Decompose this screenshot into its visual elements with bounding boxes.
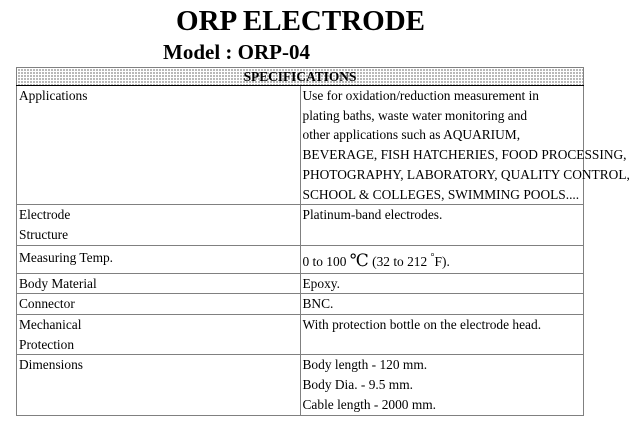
spec-label-mechanical-protection [17,315,301,355]
spec-label-dimensions [17,355,301,415]
spec-label-line: Measuring Temp. [19,249,114,265]
spec-label-line: Protection [19,336,75,352]
specifications-header-row [17,68,584,86]
document-title: ORP ELECTRODE [176,5,425,37]
spec-label-electrode-structure [17,205,301,245]
specifications-header: SPECIFICATIONS [17,68,584,86]
temp-range-celsius: 0 to 100 [302,253,350,269]
spec-label-line: Electrode [19,207,71,223]
spec-value-line: other applications such as AQUARIUM, [302,127,521,143]
spec-row-electrode-structure [17,205,584,245]
fahrenheit-unit: F). [434,253,450,269]
model-number: Model : ORP-04 [163,40,310,64]
spec-value-line: Body length - 120 mm. [302,357,428,373]
spec-label-line: Body Material [19,275,97,291]
spec-value-line: Use for oxidation/reduction measurement in [302,88,540,103]
spec-row-dimensions [17,355,584,415]
degree-symbol: ° [430,251,435,263]
spec-value-dimensions [300,355,584,415]
spec-value-line: plating baths, waste water monitoring and [302,107,528,123]
spec-value-connector [300,294,584,315]
spec-value-electrode-structure [300,205,584,245]
specifications-table [16,67,630,416]
temp-range-fahrenheit: (32 to 212 [368,253,431,269]
spec-value-line: PHOTOGRAPHY, LABORATORY, QUALITY CONTROL, [302,166,630,182]
spec-label-line: Mechanical [19,317,82,333]
spec-row-measuring-temp [17,245,584,273]
spec-row-body-material [17,273,584,294]
spec-value-line: BNC. [302,296,334,312]
spec-label-applications [17,86,301,205]
spec-label-measuring-temp [17,245,301,273]
spec-value-line: Body Dia. - 9.5 mm. [302,377,413,393]
spec-label-line: Structure [19,226,69,242]
spec-value-body-material [300,273,584,294]
spec-label-body-material [17,273,301,294]
spec-label-line: Dimensions [19,357,83,373]
spec-value-applications [300,86,630,205]
celsius-unit: ℃ [349,250,369,270]
spec-row-connector [17,294,584,315]
spec-value-line: SCHOOL & COLLEGES, SWIMMING POOLS.... [302,186,580,202]
spec-value-line: BEVERAGE, FISH HATCHERIES, FOOD PROCESSING, [302,147,627,163]
spec-label-line: Connector [19,296,75,312]
spec-value-line: Cable length - 2000 mm. [302,396,437,412]
spec-value-line: With protection bottle on the electrode head. [302,317,542,333]
spec-value-line: Platinum-band electrodes. [302,207,443,223]
spec-row-mechanical-protection [17,315,584,355]
spec-value-line: Epoxy. [302,275,340,291]
spec-label-connector [17,294,301,315]
spec-label-line: Applications [19,88,88,103]
spec-value-measuring-temp [300,245,584,273]
temperature-range [303,246,584,273]
spec-value-mechanical-protection [300,315,584,355]
spec-row-applications [17,86,584,205]
